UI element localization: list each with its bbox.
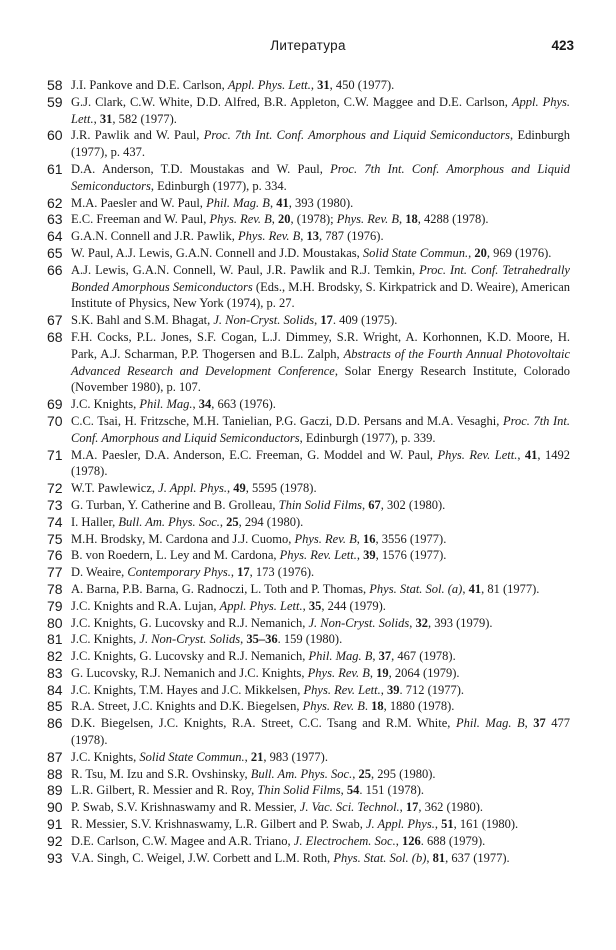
journal-title: J. Non-Cryst. Solids [308, 615, 410, 630]
volume-number: 17 [405, 800, 419, 815]
volume-number: 51 [441, 817, 454, 832]
reference-segment: M.A. Paesler and W. Paul, [71, 195, 207, 210]
reference-text [71, 94, 570, 128]
reference-segment: , 1880 (1978). [383, 699, 455, 714]
journal-title: Phys. Rev. B [307, 665, 370, 680]
reference-segment: , 1492 (1978). [71, 447, 570, 479]
journal-title: Thin Solid Films [257, 783, 341, 798]
reference-segment: , [380, 682, 387, 697]
reference-text [71, 766, 570, 783]
reference-item [47, 615, 570, 632]
journal-title: J. Non-Cryst. Solids [139, 632, 241, 647]
reference-segment: M.A. Paesler, D.A. Anderson, E.C. Freeman, G. Moddel and W. Paul, [71, 447, 438, 462]
reference-item [47, 396, 570, 413]
reference-segment: , 393 (1979). [427, 615, 493, 630]
reference-segment: , [300, 229, 307, 244]
journal-title: Bull. Am. Phys. Soc. [250, 766, 353, 781]
volume-number: 35 [308, 598, 322, 613]
reference-text [71, 581, 570, 598]
journal-title: Phys. Rev. B [209, 212, 272, 227]
reference-text [71, 531, 570, 548]
reference-segment: C.C. Tsai, H. Fritzsche, M.H. Tanielian, P.G. Gaczi, D.D. Persans and M.A. Vesaghi, [71, 413, 503, 428]
reference-segment: , Edinburgh (1977), p. 334. [150, 178, 287, 193]
reference-segment: R.A. Street, J.C. Knights and D.K. Biegelsen, [71, 699, 303, 714]
reference-segment: W.T. Pawlewicz, [71, 481, 159, 496]
reference-text [71, 413, 570, 447]
volume-number: 20 [474, 245, 487, 260]
reference-number: 58 [47, 77, 63, 93]
reference-number: 76 [47, 547, 63, 564]
reference-segment: , 302 (1980). [380, 497, 446, 512]
reference-text [71, 564, 570, 581]
journal-title: Phys. Rev. Lett. [437, 447, 518, 462]
volume-number: 17 [320, 313, 333, 328]
reference-item [47, 648, 570, 665]
reference-number: 71 [47, 446, 63, 463]
reference-item [47, 631, 570, 648]
journal-title: Phil. Mag. B [206, 195, 270, 210]
volume-number: 20 [278, 212, 291, 227]
reference-segment: V.A. Singh, C. Weigel, J.W. Corbett and L.M. Roth, [71, 850, 334, 865]
reference-segment: A.J. Lewis, G.A.N. Connell, W. Paul, J.R. Pawlik and R.J. Temkin, [71, 262, 420, 277]
reference-text [71, 211, 570, 228]
reference-item [47, 497, 570, 514]
reference-text [71, 648, 570, 665]
reference-number: 63 [47, 211, 63, 228]
reference-segment: J.C. Knights and R.A. Lujan, [71, 598, 220, 613]
reference-number: 79 [47, 597, 63, 614]
journal-title: Proc. 7th Int. Conf. Amorphous and Liquid Semiconductors [203, 128, 511, 143]
page-number: 423 [551, 38, 574, 53]
journal-title: Bull. Am. Phys. Soc. [118, 514, 220, 529]
reference-segment: E.C. Freeman and W. Paul, [71, 212, 210, 227]
reference-number: 77 [47, 564, 63, 581]
reference-segment: J.C. Knights, [71, 632, 140, 647]
reference-segment: , [219, 514, 227, 529]
volume-number: 34 [198, 397, 212, 412]
reference-item [47, 531, 570, 548]
reference-segment: , 582 (1977). [112, 111, 177, 126]
volume-number: 81 [432, 850, 446, 865]
reference-segment: , 637 (1977). [445, 850, 510, 865]
reference-segment: , (1978); [290, 212, 337, 227]
reference-number: 78 [47, 580, 63, 597]
reference-segment: . 688 (1979). [420, 833, 486, 848]
reference-number: 68 [47, 328, 63, 345]
reference-item [47, 245, 570, 262]
reference-number: 81 [47, 631, 63, 648]
reference-segment: , Solar Energy Research Institute, Colorado (November 1980), p. 107. [71, 363, 571, 395]
volume-number: 35–36 [246, 632, 278, 647]
journal-title: Proc. 7th Int. Conf. Amorphous and Liquid Semiconductors [71, 413, 570, 445]
reference-segment: I. Haller, [71, 514, 119, 529]
reference-segment: G.A.N. Connell and J.R. Pawlik, [71, 229, 239, 244]
reference-number: 82 [47, 648, 63, 665]
reference-item [47, 682, 570, 699]
reference-number: 59 [47, 93, 63, 110]
reference-item [47, 329, 570, 396]
reference-text [71, 715, 570, 749]
reference-number: 69 [47, 396, 63, 413]
reference-segment: . 712 (1977). [399, 682, 465, 697]
reference-item [47, 833, 570, 850]
journal-title: Contemporary Phys. [127, 565, 231, 580]
reference-segment: , 3556 (1977). [375, 531, 447, 546]
volume-number: 18 [371, 699, 384, 714]
reference-number: 62 [47, 194, 63, 211]
reference-number: 64 [47, 228, 63, 245]
reference-item [47, 94, 570, 128]
reference-number: 88 [47, 765, 63, 782]
reference-segment: A. Barna, P.B. Barna, G. Radnoczi, L. Toth and P. Thomas, [71, 581, 370, 596]
journal-title: Phys. Rev. B [294, 531, 357, 546]
reference-number: 67 [47, 312, 63, 329]
reference-segment: J.C. Knights, G. Lucovsky and R.J. Nemanich, [71, 649, 309, 664]
reference-text [71, 497, 570, 514]
reference-item [47, 715, 570, 749]
reference-text [71, 77, 570, 94]
reference-list [47, 77, 570, 866]
reference-text [71, 547, 570, 564]
reference-segment: , 5595 (1978). [245, 481, 317, 496]
reference-segment: J.C. Knights, [71, 749, 140, 764]
page-title: Литература [270, 38, 346, 53]
reference-item [47, 195, 570, 212]
reference-segment: . 409 (1975). [332, 313, 398, 328]
reference-segment: , [524, 716, 534, 731]
reference-text [71, 782, 570, 799]
volume-number: 37 [378, 649, 392, 664]
reference-segment: , [352, 766, 359, 781]
volume-number: 49 [233, 481, 246, 496]
volume-number: 41 [276, 195, 289, 210]
reference-item [47, 161, 570, 195]
journal-title: Solid State Commun. [139, 749, 245, 764]
reference-segment: , [372, 649, 379, 664]
reference-item [47, 581, 570, 598]
reference-segment: M.H. Brodsky, M. Cardona and J.J. Cuomo, [71, 531, 295, 546]
reference-segment: , 295 (1980). [370, 766, 436, 781]
reference-number: 93 [47, 849, 63, 866]
reference-segment: J.R. Pawlik and W. Paul, [71, 128, 204, 143]
journal-title: J. Electrochem. Soc. [293, 833, 396, 848]
reference-item [47, 77, 570, 94]
reference-segment: , 393 (1980). [288, 195, 354, 210]
reference-segment: , 787 (1976). [319, 229, 384, 244]
volume-number: 41 [524, 447, 538, 462]
reference-item [47, 816, 570, 833]
reference-item [47, 547, 570, 564]
reference-item [47, 749, 570, 766]
reference-segment: . 151 (1978). [359, 783, 424, 798]
reference-segment: , Edinburgh (1977), p. 339. [299, 430, 436, 445]
reference-segment: , 244 (1979). [321, 598, 386, 613]
reference-segment: D. Weaire, [71, 565, 128, 580]
reference-item [47, 514, 570, 531]
reference-text [71, 228, 570, 245]
reference-text [71, 195, 570, 212]
reference-segment: J.C. Knights, T.M. Hayes and J.C. Mikkelsen, [71, 682, 304, 697]
reference-segment: , 1576 (1977). [375, 548, 447, 563]
reference-item [47, 211, 570, 228]
page-header [0, 38, 616, 58]
reference-number: 75 [47, 530, 63, 547]
reference-item [47, 312, 570, 329]
journal-title: J. Vac. Sci. Technol. [299, 800, 400, 815]
reference-item [47, 799, 570, 816]
reference-number: 83 [47, 664, 63, 681]
reference-segment: , 294 (1980). [238, 514, 304, 529]
reference-text [71, 665, 570, 682]
journal-title: J. Appl. Phys. [365, 817, 435, 832]
volume-number: 39 [363, 548, 376, 563]
journal-title: J. Non-Cryst. Solids [213, 313, 315, 328]
reference-segment: , 362 (1980). [418, 800, 483, 815]
reference-text [71, 480, 570, 497]
reference-segment: , [361, 497, 369, 512]
reference-text [71, 850, 570, 867]
reference-segment: , [302, 598, 309, 613]
reference-text [71, 514, 570, 531]
journal-title: Phys. Rev. Lett. [303, 682, 381, 697]
reference-number: 60 [47, 127, 63, 144]
reference-segment: , 81 (1977). [481, 581, 540, 596]
reference-segment: D.A. Anderson, T.D. Moustakas and W. Paul, [71, 161, 331, 176]
reference-segment: B. von Roedern, L. Ley and M. Cardona, [71, 548, 280, 563]
volume-number: 21 [250, 749, 264, 764]
volume-number: 31 [317, 78, 330, 92]
reference-number: 92 [47, 832, 63, 849]
volume-number: 39 [386, 682, 400, 697]
reference-segment: , [314, 313, 321, 328]
reference-segment: . 159 (1980). [277, 632, 343, 647]
reference-segment: D.K. Biegelsen, J.C. Knights, R.A. Street, C.C. Tsang and R.M. White, [71, 716, 456, 731]
reference-item [47, 698, 570, 715]
reference-segment: , Edinburgh (1977), p. 437. [71, 128, 571, 160]
journal-title: Abstracts of the Fourth Annual Photovoltaic Advanced Research and Development Conference [71, 346, 570, 378]
reference-segment: , [426, 850, 433, 865]
journal-title: Phys. Rev. B [302, 699, 365, 714]
journal-title: Phys. Rev. Lett. [279, 548, 357, 563]
volume-number: 19 [376, 665, 389, 680]
reference-segment: J.I. Pankove and D.E. Carlson, [71, 78, 228, 92]
reference-text [71, 245, 570, 262]
volume-number: 25 [358, 766, 371, 781]
reference-segment: J.C. Knights, G. Lucovsky and R.J. Nemanich, [71, 615, 309, 630]
reference-text [71, 833, 570, 850]
reference-segment: S.K. Bahl and S.M. Bhagat, [71, 313, 214, 328]
journal-title: J. Appl. Phys. [158, 481, 227, 496]
reference-item [47, 766, 570, 783]
reference-segment: G.J. Clark, C.W. White, D.D. Alfred, B.R. Appleton, C.W. Maggee and D.E. Carlson, [71, 94, 512, 109]
reference-segment: , 450 (1977). [329, 78, 395, 92]
reference-segment: , 4288 (1978). [417, 212, 489, 227]
reference-item [47, 850, 570, 867]
volume-number: 41 [468, 581, 482, 596]
reference-segment: , 2064 (1979). [388, 665, 460, 680]
journal-title: Appl. Phys. Lett. [219, 598, 303, 613]
reference-segment: . [364, 699, 372, 714]
volume-number: 13 [306, 229, 320, 244]
reference-segment: , [192, 397, 199, 412]
reference-number: 86 [47, 715, 63, 732]
journal-title: Phys. Rev. B [238, 229, 301, 244]
journal-title: Thin Solid Films [278, 497, 362, 512]
reference-segment: , 173 (1976). [249, 565, 315, 580]
reference-segment: , 969 (1976). [486, 245, 552, 260]
reference-segment: , [244, 749, 251, 764]
reference-segment: , [369, 665, 377, 680]
reference-segment: , [340, 783, 347, 798]
reference-segment: , [93, 111, 100, 126]
reference-segment: , [356, 548, 364, 563]
reference-segment: , [240, 632, 247, 647]
reference-text [71, 598, 570, 615]
reference-segment: 477 (1978). [71, 716, 571, 748]
journal-title: Proc. 7th Int. Conf. Amorphous and Liquid Semiconductors [71, 161, 570, 193]
reference-text [71, 799, 570, 816]
volume-number: 54 [346, 783, 360, 798]
reference-segment: , [356, 531, 363, 546]
journal-title: Appl. Phys. Lett. [227, 78, 311, 92]
reference-segment: (Eds., M.H. Brodsky, S. Kirkpatrick and D. Weaire), American Institute of Physics, New York (1974), p. 27. [71, 279, 571, 311]
reference-number: 73 [47, 496, 63, 513]
reference-segment: , [434, 817, 442, 832]
reference-number: 66 [47, 261, 63, 278]
reference-segment: L.R. Gilbert, R. Messier and R. Roy, [71, 783, 258, 798]
reference-number: 90 [47, 799, 63, 816]
reference-item [47, 665, 570, 682]
reference-number: 72 [47, 480, 63, 497]
journal-title: Phys. Stat. Sol. (b) [333, 850, 427, 865]
journal-title: Proc. Int. Conf. Tetrahedrally Bonded Amorphous Semiconductors [71, 262, 570, 294]
reference-segment: G. Turban, Y. Catherine and B. Grolleau, [71, 497, 279, 512]
reference-segment: , [399, 800, 406, 815]
reference-text [71, 615, 570, 632]
volume-number: 67 [368, 497, 381, 512]
reference-number: 87 [47, 748, 63, 765]
reference-text [71, 127, 570, 161]
reference-text [71, 312, 570, 329]
reference-segment: , [398, 212, 406, 227]
journal-title: Phil. Mag. [139, 397, 193, 412]
reference-number: 65 [47, 244, 63, 261]
reference-number: 70 [47, 412, 63, 429]
reference-segment: , [395, 833, 402, 848]
reference-text [71, 698, 570, 715]
volume-number: 37 [533, 716, 546, 731]
reference-segment: , [227, 481, 234, 496]
reference-text [71, 682, 570, 699]
reference-segment: , [517, 447, 525, 462]
reference-segment: , 663 (1976). [211, 397, 276, 412]
volume-number: 31 [99, 111, 113, 126]
reference-number: 89 [47, 782, 63, 799]
reference-number: 74 [47, 513, 63, 530]
reference-text [71, 161, 570, 195]
reference-number: 85 [47, 698, 63, 715]
reference-segment: , [271, 212, 279, 227]
reference-text [71, 447, 570, 481]
reference-item [47, 480, 570, 497]
reference-item [47, 262, 570, 312]
journal-title: Solid State Commun. [362, 245, 469, 260]
reference-segment: , [468, 245, 475, 260]
volume-number: 126 [401, 833, 421, 848]
reference-segment: , [462, 581, 469, 596]
journal-title: Appl. Phys. Lett. [71, 94, 570, 126]
reference-segment: , [230, 565, 238, 580]
reference-text [71, 396, 570, 413]
journal-title: Phil. Mag. B [455, 716, 525, 731]
volume-number: 16 [363, 531, 376, 546]
reference-text [71, 329, 570, 396]
reference-segment: J.C. Knights, [71, 397, 140, 412]
reference-segment: F.H. Cocks, P.L. Jones, S.F. Cogan, L.J. Dimmey, S.R. Wright, A. Korhonnen, K.D. Moore, H. Park, A.J. Scharman, P.P. Thogersen and B.L. Zalph, [71, 329, 570, 361]
journal-title: Phys. Stat. Sol. (a) [369, 581, 463, 596]
reference-number: 84 [47, 681, 63, 698]
reference-segment: D.E. Carlson, C.W. Magee and A.R. Triano, [71, 833, 294, 848]
volume-number: 25 [226, 514, 239, 529]
reference-segment: , 161 (1980). [453, 817, 519, 832]
reference-item [47, 782, 570, 799]
reference-item [47, 413, 570, 447]
reference-item [47, 447, 570, 481]
reference-segment: G. Lucovsky, R.J. Nemanich and J.C. Knights, [71, 665, 308, 680]
volume-number: 18 [405, 212, 418, 227]
reference-segment: R. Tsu, M. Izu and S.R. Ovshinsky, [71, 766, 251, 781]
reference-number: 91 [47, 816, 63, 833]
volume-number: 17 [237, 565, 250, 580]
reference-item [47, 228, 570, 245]
reference-segment: , 467 (1978). [391, 649, 456, 664]
reference-item [47, 598, 570, 615]
reference-number: 80 [47, 614, 63, 631]
reference-segment: R. Messier, S.V. Krishnaswamy, L.R. Gilbert and P. Swab, [71, 817, 366, 832]
reference-text [71, 816, 570, 833]
reference-segment: P. Swab, S.V. Krishnaswamy and R. Messier, [71, 800, 300, 815]
reference-segment: , [409, 615, 416, 630]
journal-title: Phys. Rev. B [336, 212, 399, 227]
reference-text [71, 262, 570, 312]
reference-segment: , 983 (1977). [263, 749, 328, 764]
reference-number: 61 [47, 160, 63, 177]
reference-segment: W. Paul, A.J. Lewis, G.A.N. Connell and J.D. Moustakas, [71, 245, 363, 260]
reference-segment: , [269, 195, 277, 210]
reference-text [71, 631, 570, 648]
journal-title: Phil. Mag. B [308, 649, 373, 664]
reference-item [47, 127, 570, 161]
reference-segment: , [310, 78, 318, 92]
reference-item [47, 564, 570, 581]
reference-text [71, 749, 570, 766]
volume-number: 32 [415, 615, 428, 630]
